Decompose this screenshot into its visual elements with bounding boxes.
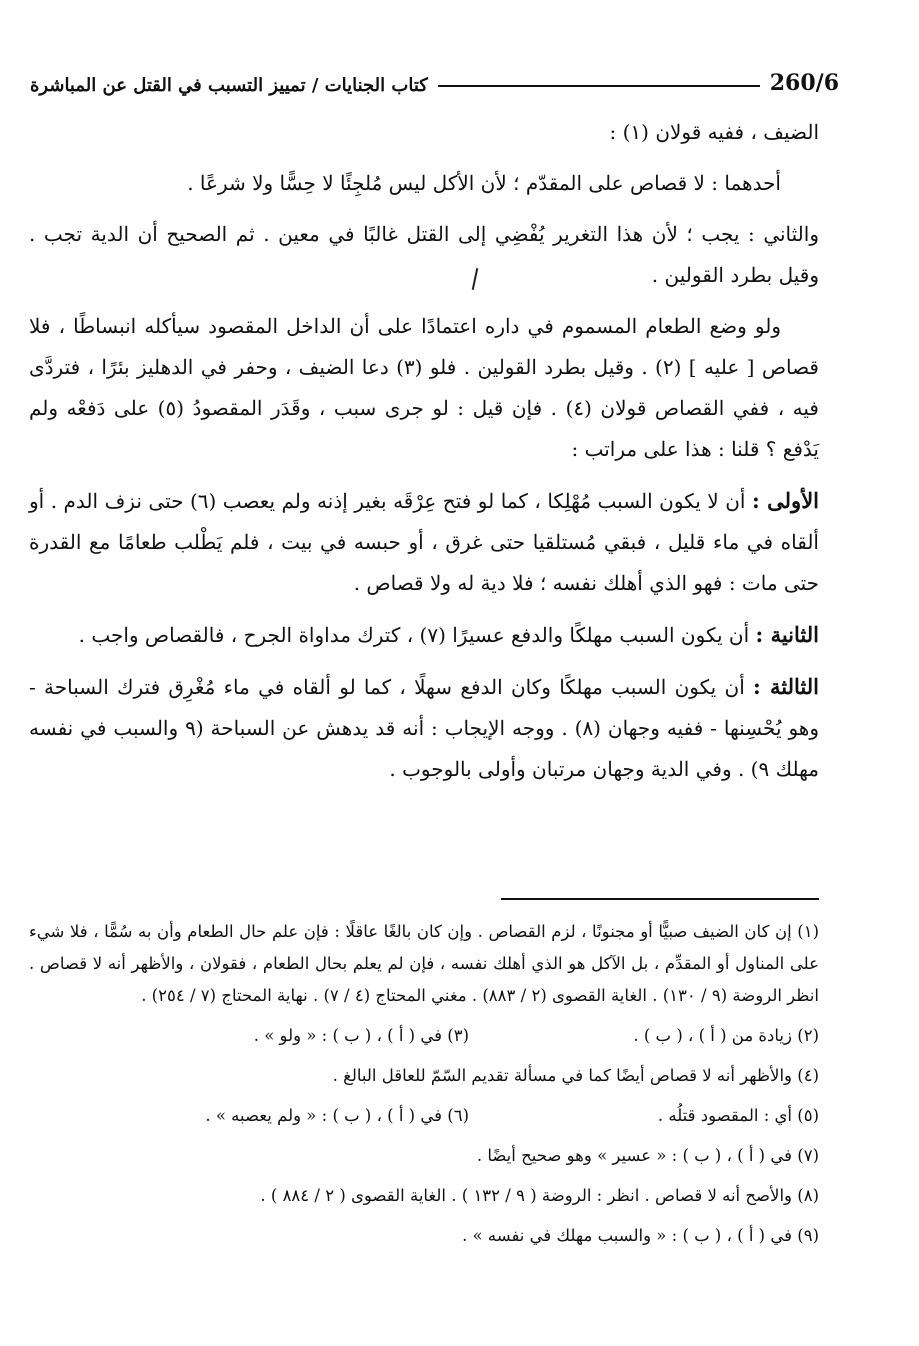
header-rule: [438, 85, 760, 87]
footnote-8: (٨) والأصح أنه لا قصاص . انظر : الروضة ( ٩ / ١٣٢ ) . الغاية القصوى ( ٢ / ٨٨٤ ) .: [260, 1186, 819, 1205]
footnote-row: [29, 1100, 819, 1132]
paragraph-second-rank: [29, 614, 819, 656]
footnotes: [29, 916, 819, 1260]
footnote-1: (١) إن كان الضيف صبيًّا أو مجنونًا ، لزم القصاص . وإن كان بالغًا عاقلًا : فإن علم حال الطعام وأن به سُمًّا ، فلا شيء على المناول أو المقدِّم ، بل الآكل هو الذي أهلك نفسه ، فإن لم يعلم بحال الطعام ، فقولان ، والأظهر أنه لا قصاص . انظر الروضة (٩ / ١٣٠) . الغاية القصوى (٢ / ٨٨٣) . مغني المحتاج (٤ / ٧) . نهاية المحتاج (٧ / ٢٥٤) .: [29, 922, 819, 1005]
paragraph-first-rank: [29, 480, 819, 604]
paragraph-continuation: الضيف ، ففيه قولان (١) :: [609, 120, 819, 144]
first-rank-label: الأولى :: [751, 488, 820, 513]
footnote-3: (٣) في ( أ ) ، ( ب ) : « ولو » .: [253, 1026, 469, 1045]
paragraph-poisoned-food: ولو وضع الطعام المسموم في داره اعتمادًا على أن الداخل المقصود سيأكله انبساطًا ، فلا قصاص [ عليه ] (٢) . وقيل بطرد القولين . فلو (٣) دعا الضيف ، وحفر في الدهليز بئرًا ، فتردَّى فيه ، ففي القصاص قولان (٤) . فإن قيل : لو جرى سبب ، وقَدَر المقصودُ (٥) على دَفعْه ولم يَدْفع ؟ قلنا : هذا على مراتب :: [29, 314, 819, 461]
footnote-separator: [501, 898, 819, 900]
footnote-9: (٩) في ( أ ) ، ( ب ) : « والسبب مهلك في نفسه » .: [462, 1226, 819, 1245]
running-title: كتاب الجنايات / تمييز التسبب في القتل عن المباشرة: [30, 75, 428, 96]
paragraph-first-opinion: أحدهما : لا قصاص على المقدّم ؛ لأن الأكل ليس مُلجِئًا لا حِسًّا ولا شرعًا .: [187, 171, 781, 195]
footnote-4: (٤) والأظهر أنه لا قصاص أيضًا كما في مسألة تقديم السّمّ للعاقل البالغ .: [332, 1066, 819, 1085]
paragraph-second-opinion: والثاني : يجب ؛ لأن هذا التغرير يُفْضِي إلى القتل غالبًا في معين . ثم الصحيح أن الدية تجب . وقيل بطرد القولين .: [29, 222, 819, 287]
second-rank-text: أن يكون السبب مهلكًا والدفع عسيرًا (٧) ، كترك مداواة الجرح ، فالقصاص واجب .: [78, 623, 750, 647]
footnote-5: (٥) أي : المقصود قتلُه .: [657, 1106, 819, 1125]
footnote-6: (٦) في ( أ ) ، ( ب ) : « ولم يعصبه » .: [205, 1106, 469, 1125]
main-text: [29, 112, 819, 800]
paragraph-third-rank: [29, 666, 819, 790]
third-rank-label: الثالثة :: [753, 674, 819, 699]
second-rank-label: الثانية :: [755, 622, 819, 647]
running-header: [30, 56, 839, 96]
third-rank-text: أن يكون السبب مهلكًا وكان الدفع سهلًا ، كما لو ألقاه في ماء مُغْرِق فترك السباحة - وهو يُحْسِنها - ففيه وجهان (٨) . ووجه الإيجاب : أنه قد يدهش عن السباحة (٩ والسبب في نفسه مهلك ٩) . وفي الدية وجهان مرتبان وأولى بالوجوب .: [29, 675, 819, 781]
footnote-7: (٧) في ( أ ) ، ( ب ) : « عسير » وهو صحيح أيضًا .: [476, 1146, 819, 1165]
footnote-2: (٢) زيادة من ( أ ) ، ( ب ) .: [633, 1026, 819, 1045]
first-rank-text: أن لا يكون السبب مُهْلِكا ، كما لو فتح عِرْقَه بغير إذنه ولم يعصب (٦) حتى نزف الدم . أو ألقاه في ماء قليل ، فبقي مُستلقيا حتى غرق ، أو حبسه في بيت ، فلم يَطْلب طعامًا مع القدرة حتى مات : فهو الذي أهلك نفسه ؛ فلا دية له ولا قصاص .: [29, 489, 819, 595]
page-number: 260/6: [769, 70, 839, 96]
footnote-row: [29, 1020, 819, 1052]
